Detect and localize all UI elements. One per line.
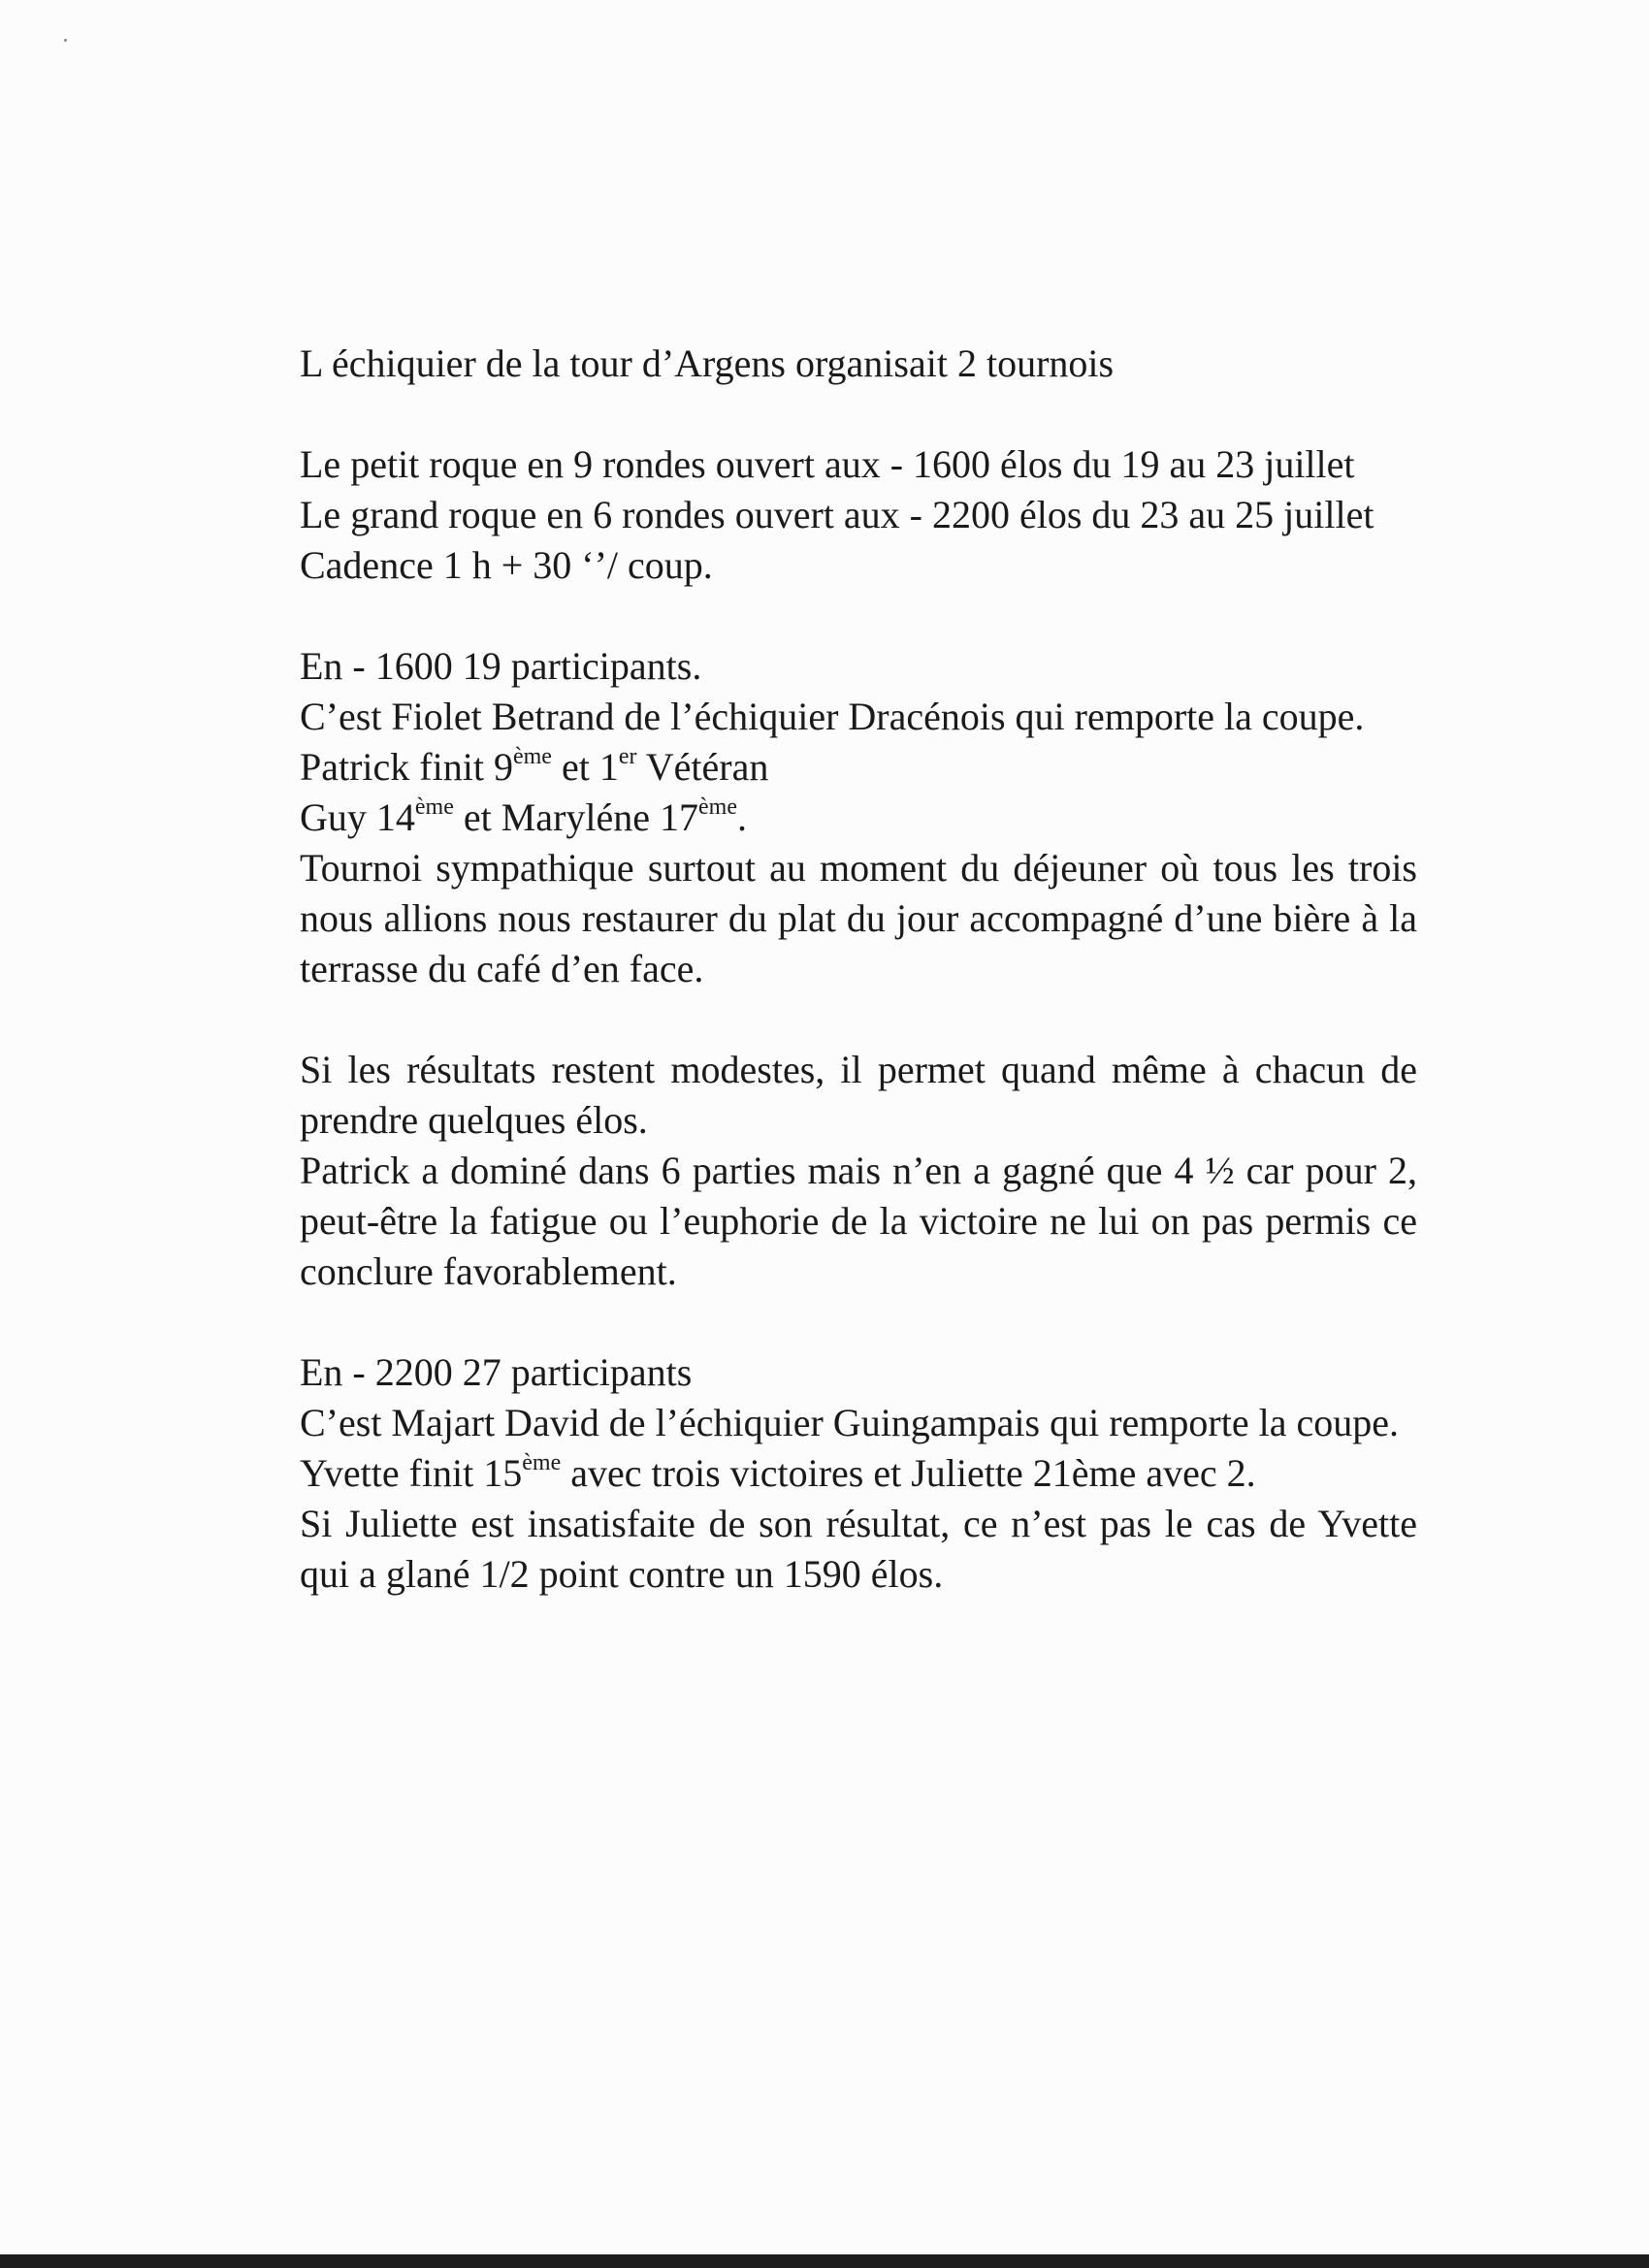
- yvette-sup: ème: [522, 1450, 562, 1475]
- paragraph-gap: [300, 591, 1417, 641]
- paragraph-gap: [300, 994, 1417, 1045]
- yvette-text-b: avec trois victoires et Juliette 21ème avec 2.: [561, 1451, 1256, 1495]
- lunch-paragraph: Tournoi sympathique surtout au moment du déjeuner où tous les trois nous allions nous restaurer du plat du jour accompagné d’une bière à la terrasse du café d’en face.: [300, 846, 1417, 990]
- guy-result-line: [300, 793, 1417, 843]
- guy-sup-1: ème: [414, 794, 454, 820]
- section-1600-heading: En - 1600 19 participants.: [300, 644, 702, 688]
- patrick-sup-1: ème: [512, 744, 552, 769]
- document-body: [300, 339, 1417, 1600]
- yvette-result-line: [300, 1448, 1417, 1499]
- paragraph-gap: [300, 389, 1417, 439]
- results-paragraph: Si les résultats restent modestes, il permet quand même à chacun de prendre quelques élos.: [300, 1048, 1417, 1142]
- patrick-result-line: [300, 742, 1417, 793]
- patrick-analysis-paragraph: Patrick a dominé dans 6 parties mais n’en a gagné que 4 ½ car pour 2, peut-être la fatigue ou l’euphorie de la victoire ne lui on pas permis ce conclure favorablement.: [300, 1149, 1417, 1293]
- section-2200-heading: En - 2200 27 participants: [300, 1350, 693, 1394]
- yvette-text-a: Yvette finit 15: [300, 1451, 523, 1495]
- guy-sup-2: ème: [698, 794, 737, 820]
- guy-text-c: .: [737, 795, 747, 839]
- petit-roque-line: Le petit roque en 9 rondes ouvert aux - 1600 élos du 19 au 23 juillet: [300, 442, 1355, 486]
- grand-roque-line: Le grand roque en 6 rondes ouvert aux - 2200 élos du 23 au 25 juillet: [300, 493, 1374, 536]
- guy-text-b: et Maryléne 17: [453, 795, 699, 839]
- patrick-text-b: et 1: [551, 745, 619, 789]
- scan-speck: [64, 39, 67, 42]
- patrick-sup-2: er: [618, 744, 637, 769]
- patrick-text-c: Vétéran: [636, 745, 769, 789]
- paragraph-gap: [300, 1297, 1417, 1347]
- document-title: L échiquier de la tour d’Argens organisait 2 tournois: [300, 341, 1115, 385]
- guy-text-a: Guy 14: [300, 795, 415, 839]
- scan-bottom-edge: [0, 2254, 1649, 2268]
- section-1600-winner: C’est Fiolet Betrand de l’échiquier Dracénois qui remporte la coupe.: [300, 695, 1365, 738]
- juliette-paragraph: Si Juliette est insatisfaite de son résultat, ce n’est pas le cas de Yvette qui a glané 1/2 point contre un 1590 élos.: [300, 1502, 1417, 1596]
- section-2200-winner: C’est Majart David de l’échiquier Guingampais qui remporte la coupe.: [300, 1401, 1399, 1444]
- patrick-text-a: Patrick finit 9: [300, 745, 513, 789]
- cadence-line: Cadence 1 h + 30 ‘’/ coup.: [300, 543, 713, 587]
